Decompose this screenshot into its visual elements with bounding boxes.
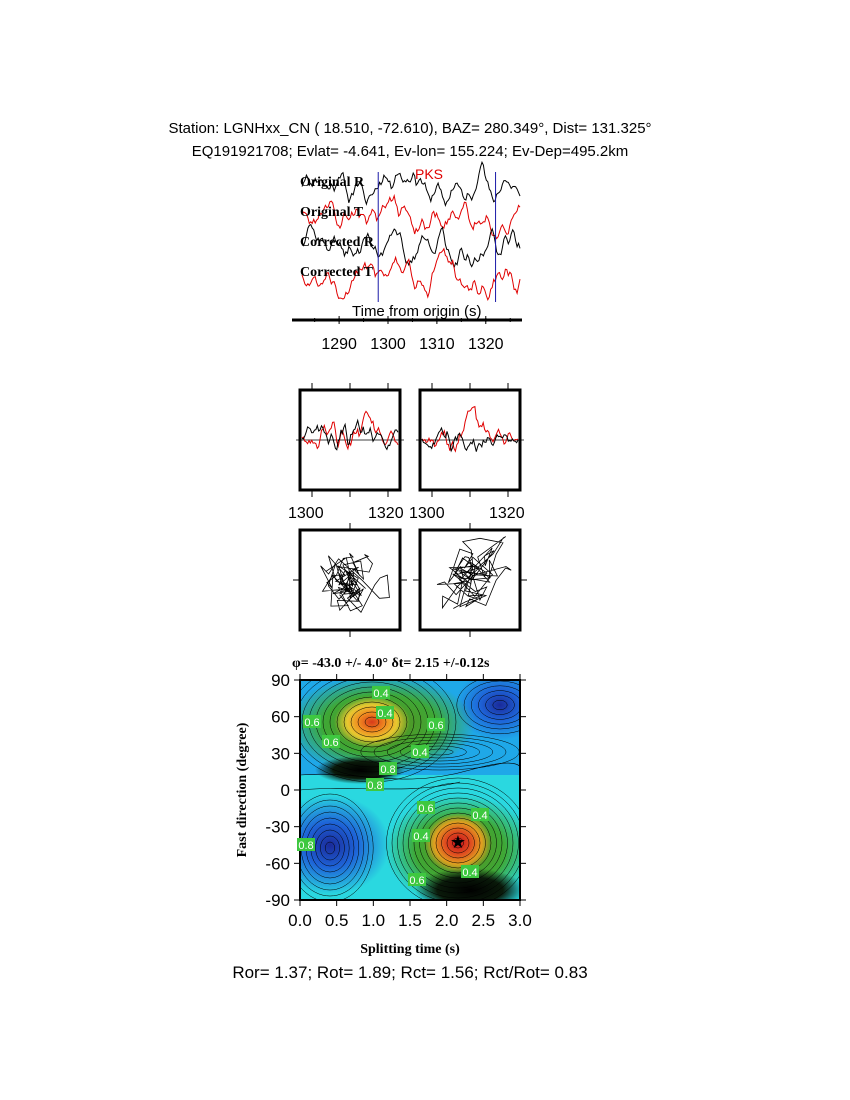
contour-label: 0.4: [377, 708, 393, 720]
waveform-right-tick-1: 1300: [409, 505, 445, 522]
waveform-traces: [296, 383, 524, 497]
contour-label: 0.8: [380, 764, 396, 776]
particle-motion-path: [437, 537, 511, 609]
trace-tick-label: 1300: [370, 336, 406, 353]
grid-xtick-label: 2.5: [471, 911, 496, 930]
trace-xlabel: Time from origin (s): [352, 303, 482, 320]
contour-label: 0.4: [412, 747, 428, 759]
grid-xtick-label: 3.0: [508, 911, 532, 930]
grid-xtick-label: 1.0: [361, 911, 386, 930]
particle-motion-path: [321, 553, 390, 612]
trace-label-corrected-t: Corrected T: [300, 265, 373, 280]
contour-label: 0.4: [472, 810, 488, 822]
trace-label-corrected-r: Corrected R: [300, 235, 374, 250]
particle-motion-panel-right: [420, 530, 520, 630]
contour-label: 0.6: [418, 803, 434, 815]
contour-label: 0.6: [428, 720, 444, 732]
particle-motion-traces: [293, 523, 527, 637]
station-header: Station: LGNHxx_CN ( 18.510, -72.610), BAZ= 280.349°, Dist= 131.325°: [168, 120, 652, 137]
event-header: EQ191921708; Evlat= -4.641, Ev-lon= 155.224; Ev-Dep=495.2km: [191, 143, 629, 160]
grid-ytick-label: -60: [265, 854, 290, 874]
grid-xtick-label: 0.0: [288, 911, 312, 930]
trace-time-ticks: [315, 316, 511, 353]
misfit-surface: [270, 662, 545, 912]
grid-xtick-label: 0.5: [324, 911, 349, 930]
grid-ytick-label: 90: [271, 671, 290, 690]
grid-search-xlabel: Splitting time (s): [360, 942, 460, 957]
grid-search-title: φ= -43.0 +/- 4.0° δt= 2.15 +/-0.12s: [292, 656, 490, 671]
contour-label: 0.8: [367, 780, 383, 792]
waveform-left-tick-2: 1320: [368, 505, 404, 522]
trace-tick-label: 1320: [467, 336, 504, 353]
trace-label-original-t: Original T: [300, 205, 364, 220]
contour-label: 0.6: [304, 717, 320, 729]
waveform-trace-red: [302, 411, 398, 448]
contour-label: 0.4: [373, 688, 389, 700]
waveform-right-tick-2: 1320: [489, 505, 525, 522]
contour-label: 0.6: [323, 737, 339, 749]
grid-ytick-label: 0: [280, 781, 290, 800]
grid-xtick-label: 1.5: [398, 911, 422, 930]
trace-tick-label: 1290: [321, 336, 357, 353]
ratio-summary: Ror= 1.37; Rot= 1.89; Rct= 1.56; Rct/Rot= 0.83: [232, 963, 588, 982]
grid-ytick-label: -90: [265, 891, 290, 910]
grid-xtick-label: 2.0: [434, 911, 459, 930]
grid-ytick-label: 60: [271, 707, 290, 727]
grid-ytick-label: 30: [271, 744, 290, 764]
contour-label: 0.4: [462, 867, 478, 879]
grid-ytick-label: -30: [265, 817, 290, 837]
grid-search-ylabel: Fast direction (degree): [235, 722, 250, 858]
contour-label: 0.8: [298, 840, 314, 852]
waveform-left-tick-1: 1300: [288, 505, 324, 522]
trace-label-original-r: Original R: [300, 175, 365, 190]
phase-label: PKS: [415, 166, 444, 182]
trace-tick-label: 1310: [419, 336, 455, 353]
contour-label: 0.4: [413, 831, 429, 843]
best-fit-star-icon: ★: [449, 832, 467, 852]
contour-label: 0.6: [409, 875, 425, 887]
